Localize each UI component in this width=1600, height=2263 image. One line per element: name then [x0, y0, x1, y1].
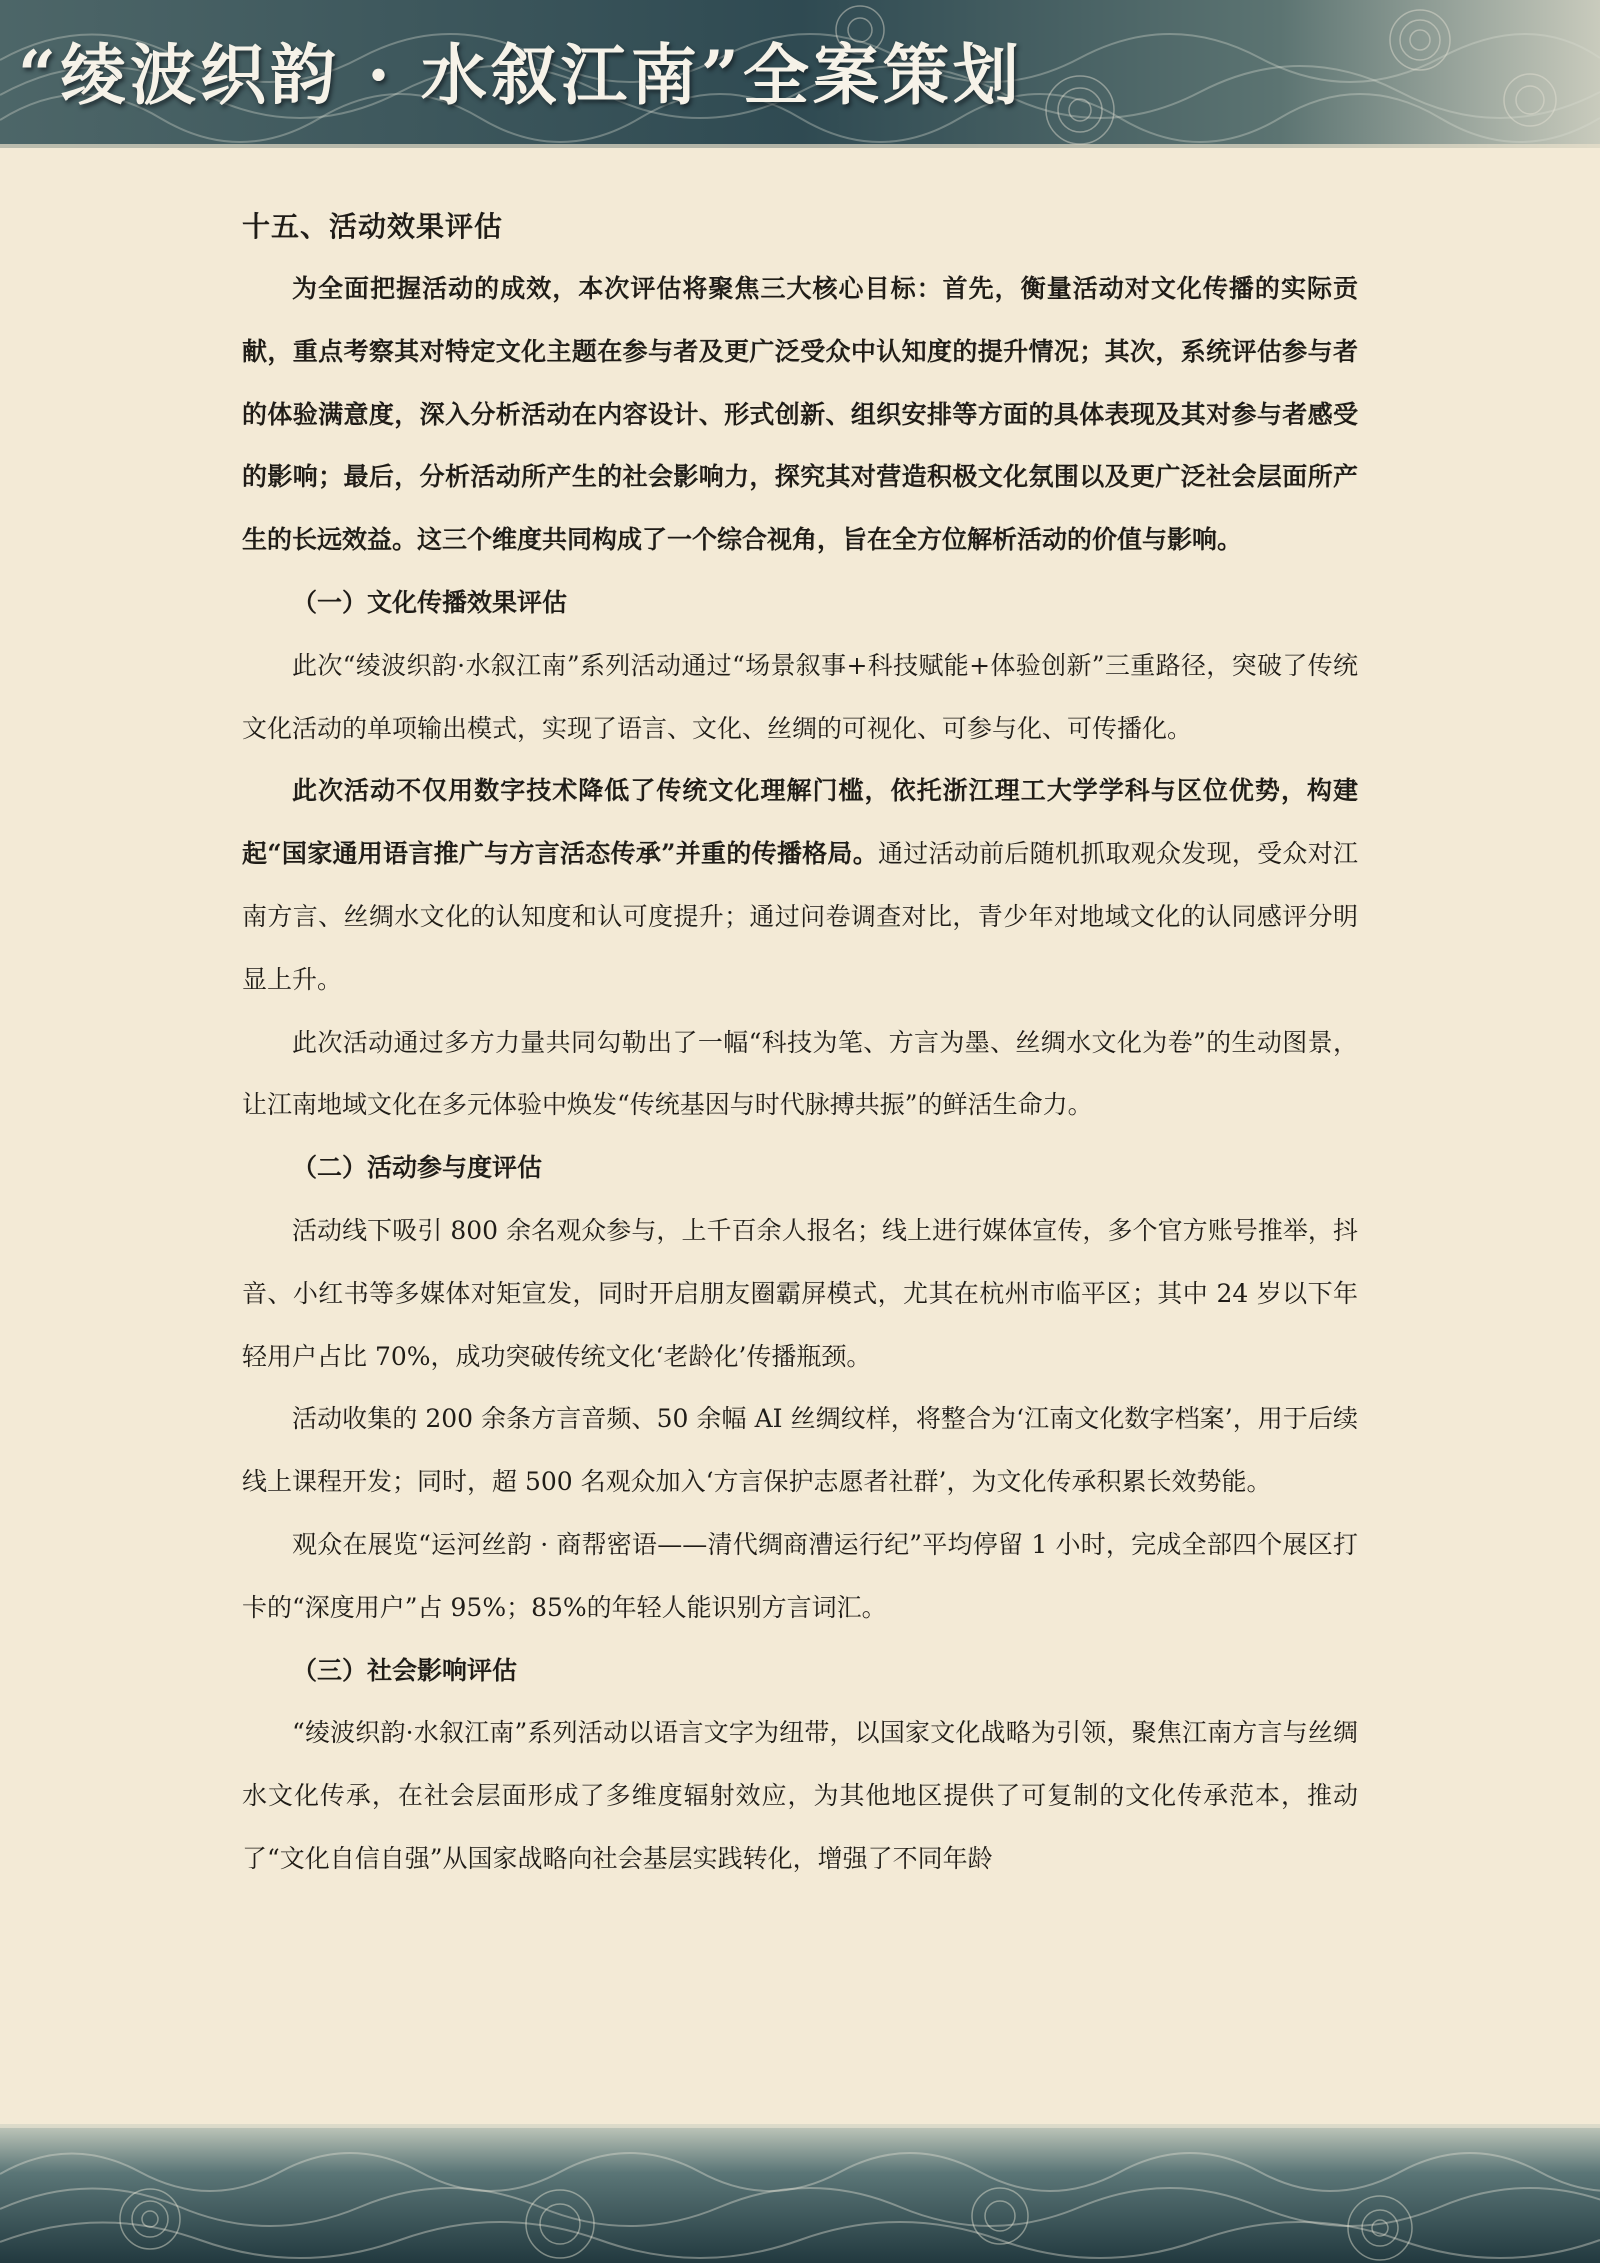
footer-banner: [0, 2124, 1600, 2263]
paragraph-mixed: [242, 760, 1358, 1011]
paragraph: 活动收集的 200 余条方言音频、50 余幅 AI 丝绸纹样，将整合为‘江南文化数字档案’，用于后续线上课程开发；同时，超 500 名观众加入‘方言保护志愿者社群’，为文化传承积累长效势能。: [242, 1404, 1358, 1497]
paragraph: 活动线下吸引 800 余名观众参与，上千百余人报名；线上进行媒体宣传，多个官方账号推举，抖音、小红书等多媒体对矩宣发，同时开启朋友圈霸屏模式，尤其在杭州市临平区；其中 24 岁以下年轻用户占比 70%，成功突破传统文化‘老龄化’传播瓶颈。: [242, 1215, 1358, 1371]
regular-text: 通过活动前后随机抓取观众发现，受众对江南方言、丝绸水文化的认知度和认可度提升；通过问卷调查对比，青少年对地域文化的认同感评分明显上升。: [242, 839, 1358, 994]
document-body: [242, 196, 1358, 1891]
bold-lead-text: 此次活动不仅用数字技术降低了传统文化理解门槛，依托浙江理工大学学科与区位优势，构建起“国家通用语言推广与方言活态传承”并重的传播格局。: [242, 776, 1358, 869]
paragraph: 此次活动通过多方力量共同勾勒出了一幅“科技为笔、方言为墨、丝绸水文化为卷”的生动图景，让江南地域文化在多元体验中焕发“传统基因与时代脉搏共振”的鲜活生命力。: [242, 1027, 1358, 1120]
header-title: “绫波织韵 · 水叙江南”全案策划: [18, 36, 1023, 114]
subsection-title-1: （一）文化传播效果评估: [292, 587, 568, 617]
paragraph: 此次“绫波织韵·水叙江南”系列活动通过“场景叙事+科技赋能+体验创新”三重路径，突破了传统文化活动的单项输出模式，实现了语言、文化、丝绸的可视化、可参与化、可传播化。: [242, 650, 1358, 743]
subsection-title-2: （二）活动参与度评估: [292, 1153, 543, 1183]
section-intro: 为全面把握活动的成效，本次评估将聚焦三大核心目标：首先，衡量活动对文化传播的实际贡献，重点考察其对特定文化主题在参与者及更广泛受众中认知度的提升情况；其次，系统评估参与者的体验满意度，深入分析活动在内容设计、形式创新、组织安排等方面的具体表现及其对参与者感受的影响；最后，分析活动所产生的社会影响力，探究其对营造积极文化氛围以及更广泛社会层面所产生的长远效益。这三个维度共同构成了一个综合视角，旨在全方位解析活动的价值与影响。: [242, 274, 1358, 555]
wave-pattern-footer: [0, 2124, 1600, 2263]
paragraph: 观众在展览“运河丝韵 · 商帮密语——清代绸商漕运行纪”平均停留 1 小时，完成全部四个展区打卡的“深度用户”占 95%；85%的年轻人能识别方言词汇。: [242, 1529, 1358, 1622]
paragraph: “绫波织韵·水叙江南”系列活动以语言文字为纽带，以国家文化战略为引领，聚焦江南方言与丝绸水文化传承，在社会层面形成了多维度辐射效应，为其他地区提供了可复制的文化传承范本，推动了“文化自信自强”从国家战略向社会基层实践转化，增强了不同年龄: [242, 1718, 1358, 1873]
subsection-title-3: （三）社会影响评估: [292, 1655, 518, 1685]
section-title: 十五、活动效果评估: [242, 210, 504, 243]
header-banner: [0, 0, 1600, 148]
